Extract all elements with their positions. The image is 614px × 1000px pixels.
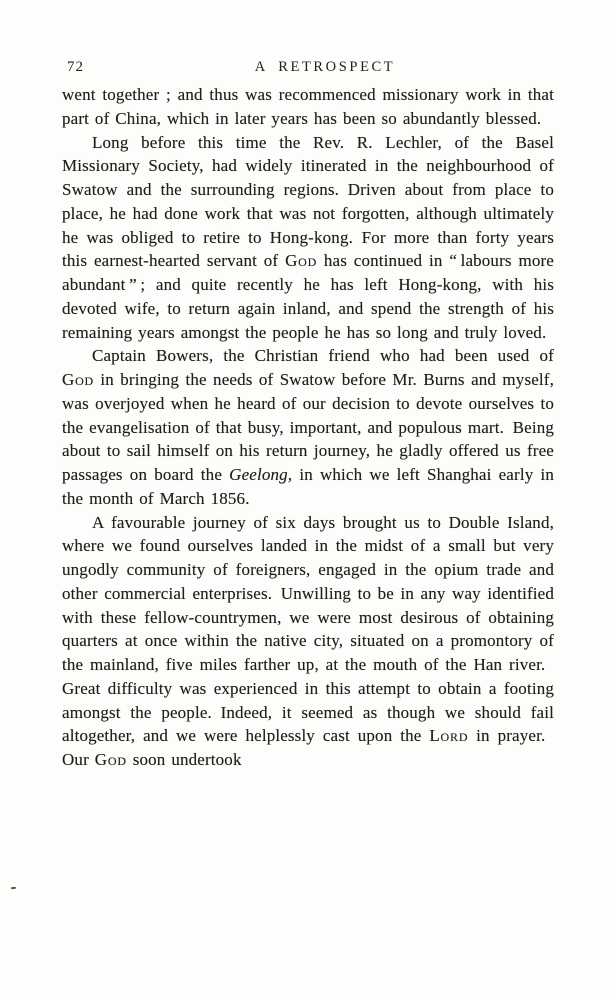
page-header [62,59,554,79]
paragraph [62,511,554,772]
text-segment: A favourable journey of six days brought us to Double Island, where we found ourselves landed in the midst of a small but very ungodly community of foreigners, engaged in the opium trade and other commercial enterprises. Unwilling to be in any way identified with these fellow-countrymen, we were most desirous of obtaining quarters at once within the native city, situated on a promontory of the mainland, five miles farther up, at the mouth of the Han river. Great difficulty was experienced in this attempt to obtain a footing amongst the people. Indeed, it seemed as though we should fail altogether, and we were helplessly cast upon the [62,512,554,746]
text-segment: Captain Bowers, the Christian friend who had been used of [92,346,554,366]
text-segment: God [94,750,127,769]
paragraph [62,83,554,131]
text-segment: God [62,370,95,389]
text-segment: in bringing the needs of Swatow before Mr. Burns and myself, was overjoyed when he heard of our decision to devote ourselves to the evangelisation of that busy, important, and populous mart. Being about to sail himself on his return journey, he gladly offered us free passages on board the [62,370,554,484]
body-text [62,83,554,772]
text-segment: went together ; and thus was recommenced missionary work in that part of China, which in later years has been so abundantly blessed. [62,85,554,128]
text-segment: Long before this time the Rev. R. Lechler, of the Basel Missionary Society, had widely itinerated in the neighbourhood of Swatow and the surrounding regions. Driven about from place to place, he had done work that was not forgotten, although ultimately he was obliged to retire to Hong-kong. For more than forty years this earnest-hearted servant of [62,132,554,271]
scan-speck [11,887,16,889]
text-segment: God [285,251,318,271]
text-segment: soon undertook [126,750,242,769]
text-segment: has continued in “ labours more abundant ” ; and quite recently he has left Hong-kong, with his devoted wife, to return again inland, and spend the strength of his remaining years amongst the people he has so long and truly loved. [62,251,554,342]
running-head: A RETROSPECT [254,59,396,75]
page-number: 72 [67,59,84,75]
paragraph [62,344,554,510]
paragraph [62,131,554,345]
text-segment: in prayer. Our [62,726,554,769]
text-segment: Lord [429,726,469,746]
text-segment: Geelong [229,465,288,484]
text-segment: , in which we left Shanghai early in the month of March 1856. [62,465,554,508]
